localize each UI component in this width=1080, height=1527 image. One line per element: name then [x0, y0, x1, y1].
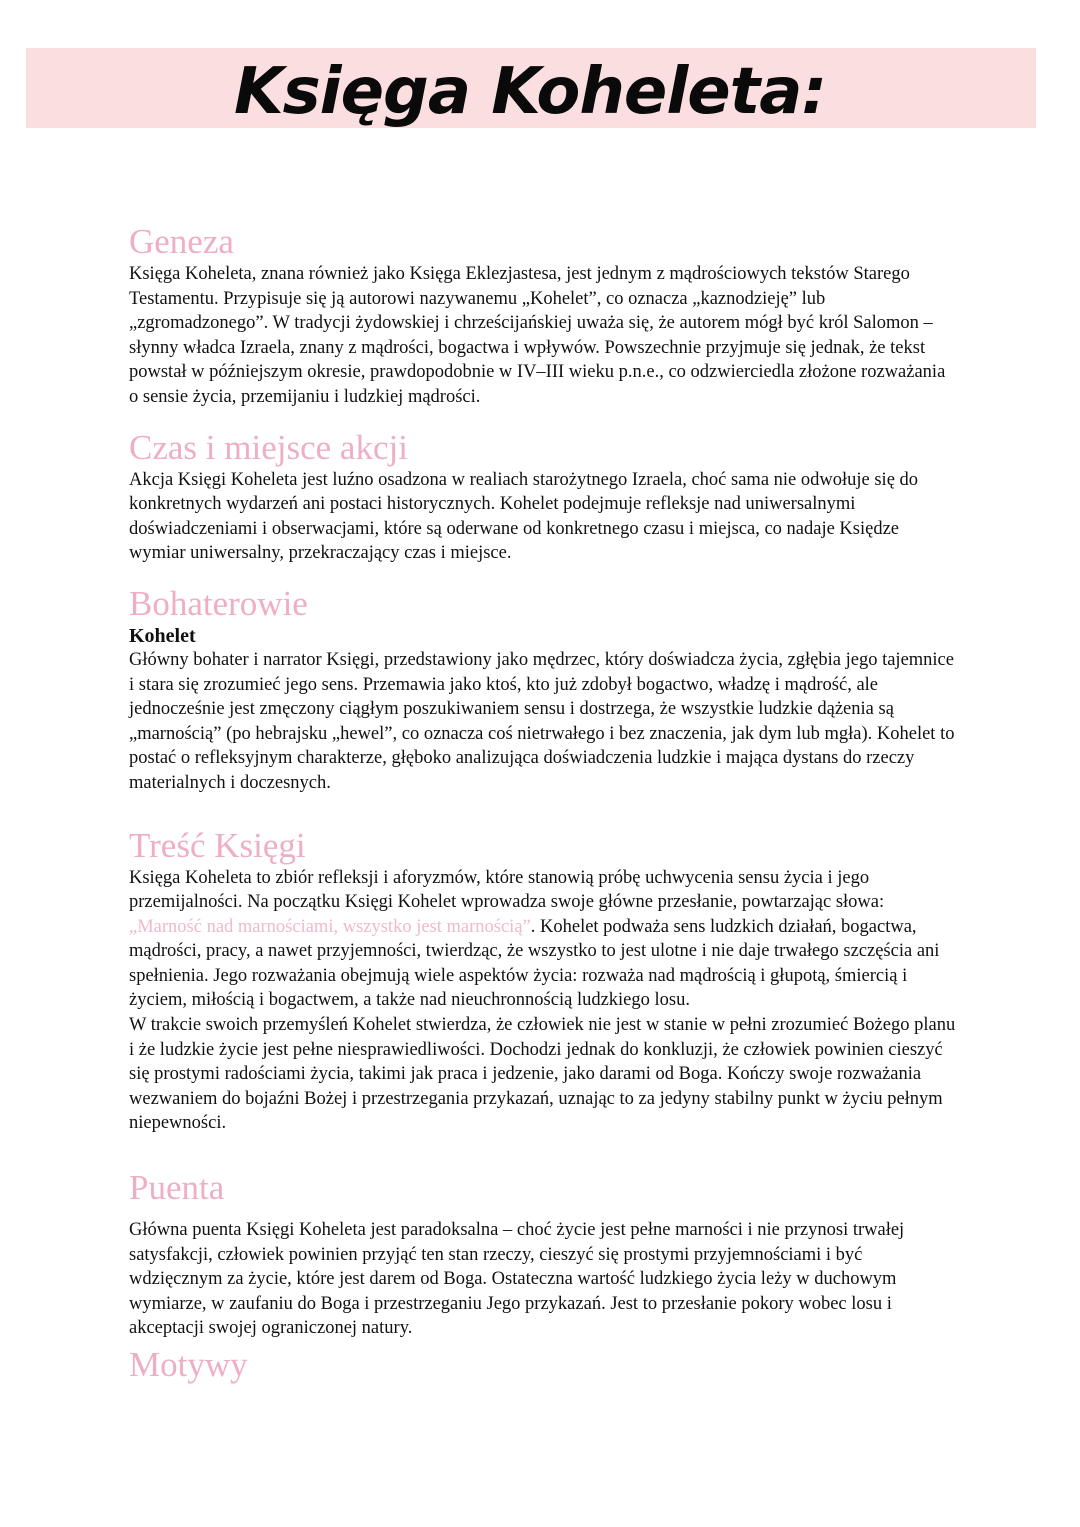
- section-heading-bohaterowie: Bohaterowie: [129, 583, 308, 623]
- section-paragraph-tresc-2: W trakcie swoich przemyśleń Kohelet stwierdza, że człowiek nie jest w stanie w pełni zrozumieć Bożego planu i że ludzkie życie jest pełne niesprawiedliwości. Dochodzi jednak do konkluzji, że człowiek powinien cieszyć się prostymi radościami życia, takimi jak praca i jedzenie, jako darami od Boga. Kończy swoje rozważania wezwaniem do bojaźni Bożej i przestrzegania przykazań, uznając to za jedyny stabilny punkt w życiu pełnym niepewności.: [129, 1015, 956, 1134]
- section-paragraph-puenta: Główna puenta Księgi Koheleta jest paradoksalna – choć życie jest pełne marności i nie przynosi trwałej satysfakcji, człowiek powinien przyjąć ten stan rzeczy, cieszyć się prostymi przyjemnościami i być wdzięcznym za życie, które jest darem od Boga. Ostateczna wartość ludzkiego życia leży w duchowym wymiarze, w zaufaniu do Boga i przestrzeganiu Jego przykazań. Jest to przesłanie pokory wobec losu i akceptacji swojej ograniczonej natury.: [129, 1220, 905, 1339]
- section-paragraph-tresc-1: [129, 866, 959, 1014]
- tresc-text-after-quote: . Kohelet podważa sens ludzkich działań, bogactwa, mądrości, pracy, a nawet przyjemności, twierdząc, że wszystko to jest ulotne i nie daje trwałego szczęścia ani spełnienia. Jego rozważania obejmują wiele aspektów życia: rozważa nad mądrością i głupotą, śmiercią i życiem, miłością i bogactwem, a także nad nieuchronnością ludzkiego losu.: [129, 916, 940, 1011]
- tresc-quote: „Marność nad marnościami, wszystko jest marnością”: [129, 916, 531, 937]
- section-paragraph-czas-i-miejsce: Akcja Księgi Koheleta jest luźno osadzona w realiach starożytnego Izraela, choć sama nie odwołuje się do konkretnych wydarzeń ani postaci historycznych. Kohelet podejmuje refleksje nad uniwersalnymi doświadczeniami i obserwacjami, które są oderwane od konkretnego czasu i miejsca, co nadaje Księdze wymiar uniwersalny, przekraczający czas i miejsce.: [129, 469, 919, 564]
- section-heading-geneza: Geneza: [129, 222, 234, 261]
- section-czas-i-miejsce: [129, 428, 959, 566]
- section-heading-czas-i-miejsce: Czas i miejsce akcji: [129, 427, 408, 467]
- section-paragraph-geneza: Księga Koheleta, znana również jako Księga Eklezjastesa, jest jednym z mądrościowych tekstów Starego Testamentu. Przypisuje się ją autorowi nazywanemu „Kohelet”, co oznacza „kaznodzieję” lub „zgromadzonego”. W tradycji żydowskiej i chrześcijańskiej uważa się, że autorem mógł być król Salomon – słynny władca Izraela, znany z mądrości, bogactwa i wpływów. Powszechnie przyjmuje się jednak, że tekst powstał w późniejszym okresie, prawdopodobnie w IV–III wieku p.n.e., co odzwierciedla złożone rozważania o sensie życia, przemijaniu i ludzkiej mądrości.: [129, 264, 946, 407]
- section-motywy: [129, 1345, 959, 1385]
- tresc-text-before-quote: Księga Koheleta to zbiór refleksji i aforyzmów, które stanowią próbę uchwycenia sensu życia i jego przemijalności. Na początku Księgi Kohelet wprowadza swoje główne przesłanie, powtarzając słowa:: [129, 867, 885, 913]
- section-paragraph-bohaterowie: Główny bohater i narrator Księgi, przedstawiony jako mędrzec, który doświadcza życia, zgłębia jego tajemnice i stara się zrozumieć jego sens. Przemawia jako ktoś, kto już zdobył bogactwo, władzę i mądrość, ale jednocześnie jest zmęczony ciągłym poszukiwaniem sensu i dostrzega, że wszystkie ludzkie dążenia są „marnością” (po hebrajsku „hewel”, co oznacza coś nietrwałego i bez znaczenia, jak dym lub mgła). Kohelet to postać o refleksyjnym charakterze, głęboko analizująca doświadczenia ludzkie i mająca dystans do rzeczy materialnych i doczesnych.: [129, 649, 955, 793]
- section-bohaterowie: [129, 584, 959, 796]
- page-title: Księga Koheleta:: [233, 55, 827, 129]
- section-heading-puenta: Puenta: [129, 1168, 225, 1208]
- section-geneza: [129, 222, 959, 410]
- section-heading-tresc: Treść Księgi: [129, 825, 306, 865]
- section-tresc: [129, 826, 959, 1137]
- document-body: [129, 222, 959, 1385]
- section-heading-motywy: Motywy: [129, 1345, 248, 1384]
- character-name: Kohelet: [129, 624, 196, 647]
- section-puenta: [129, 1168, 959, 1341]
